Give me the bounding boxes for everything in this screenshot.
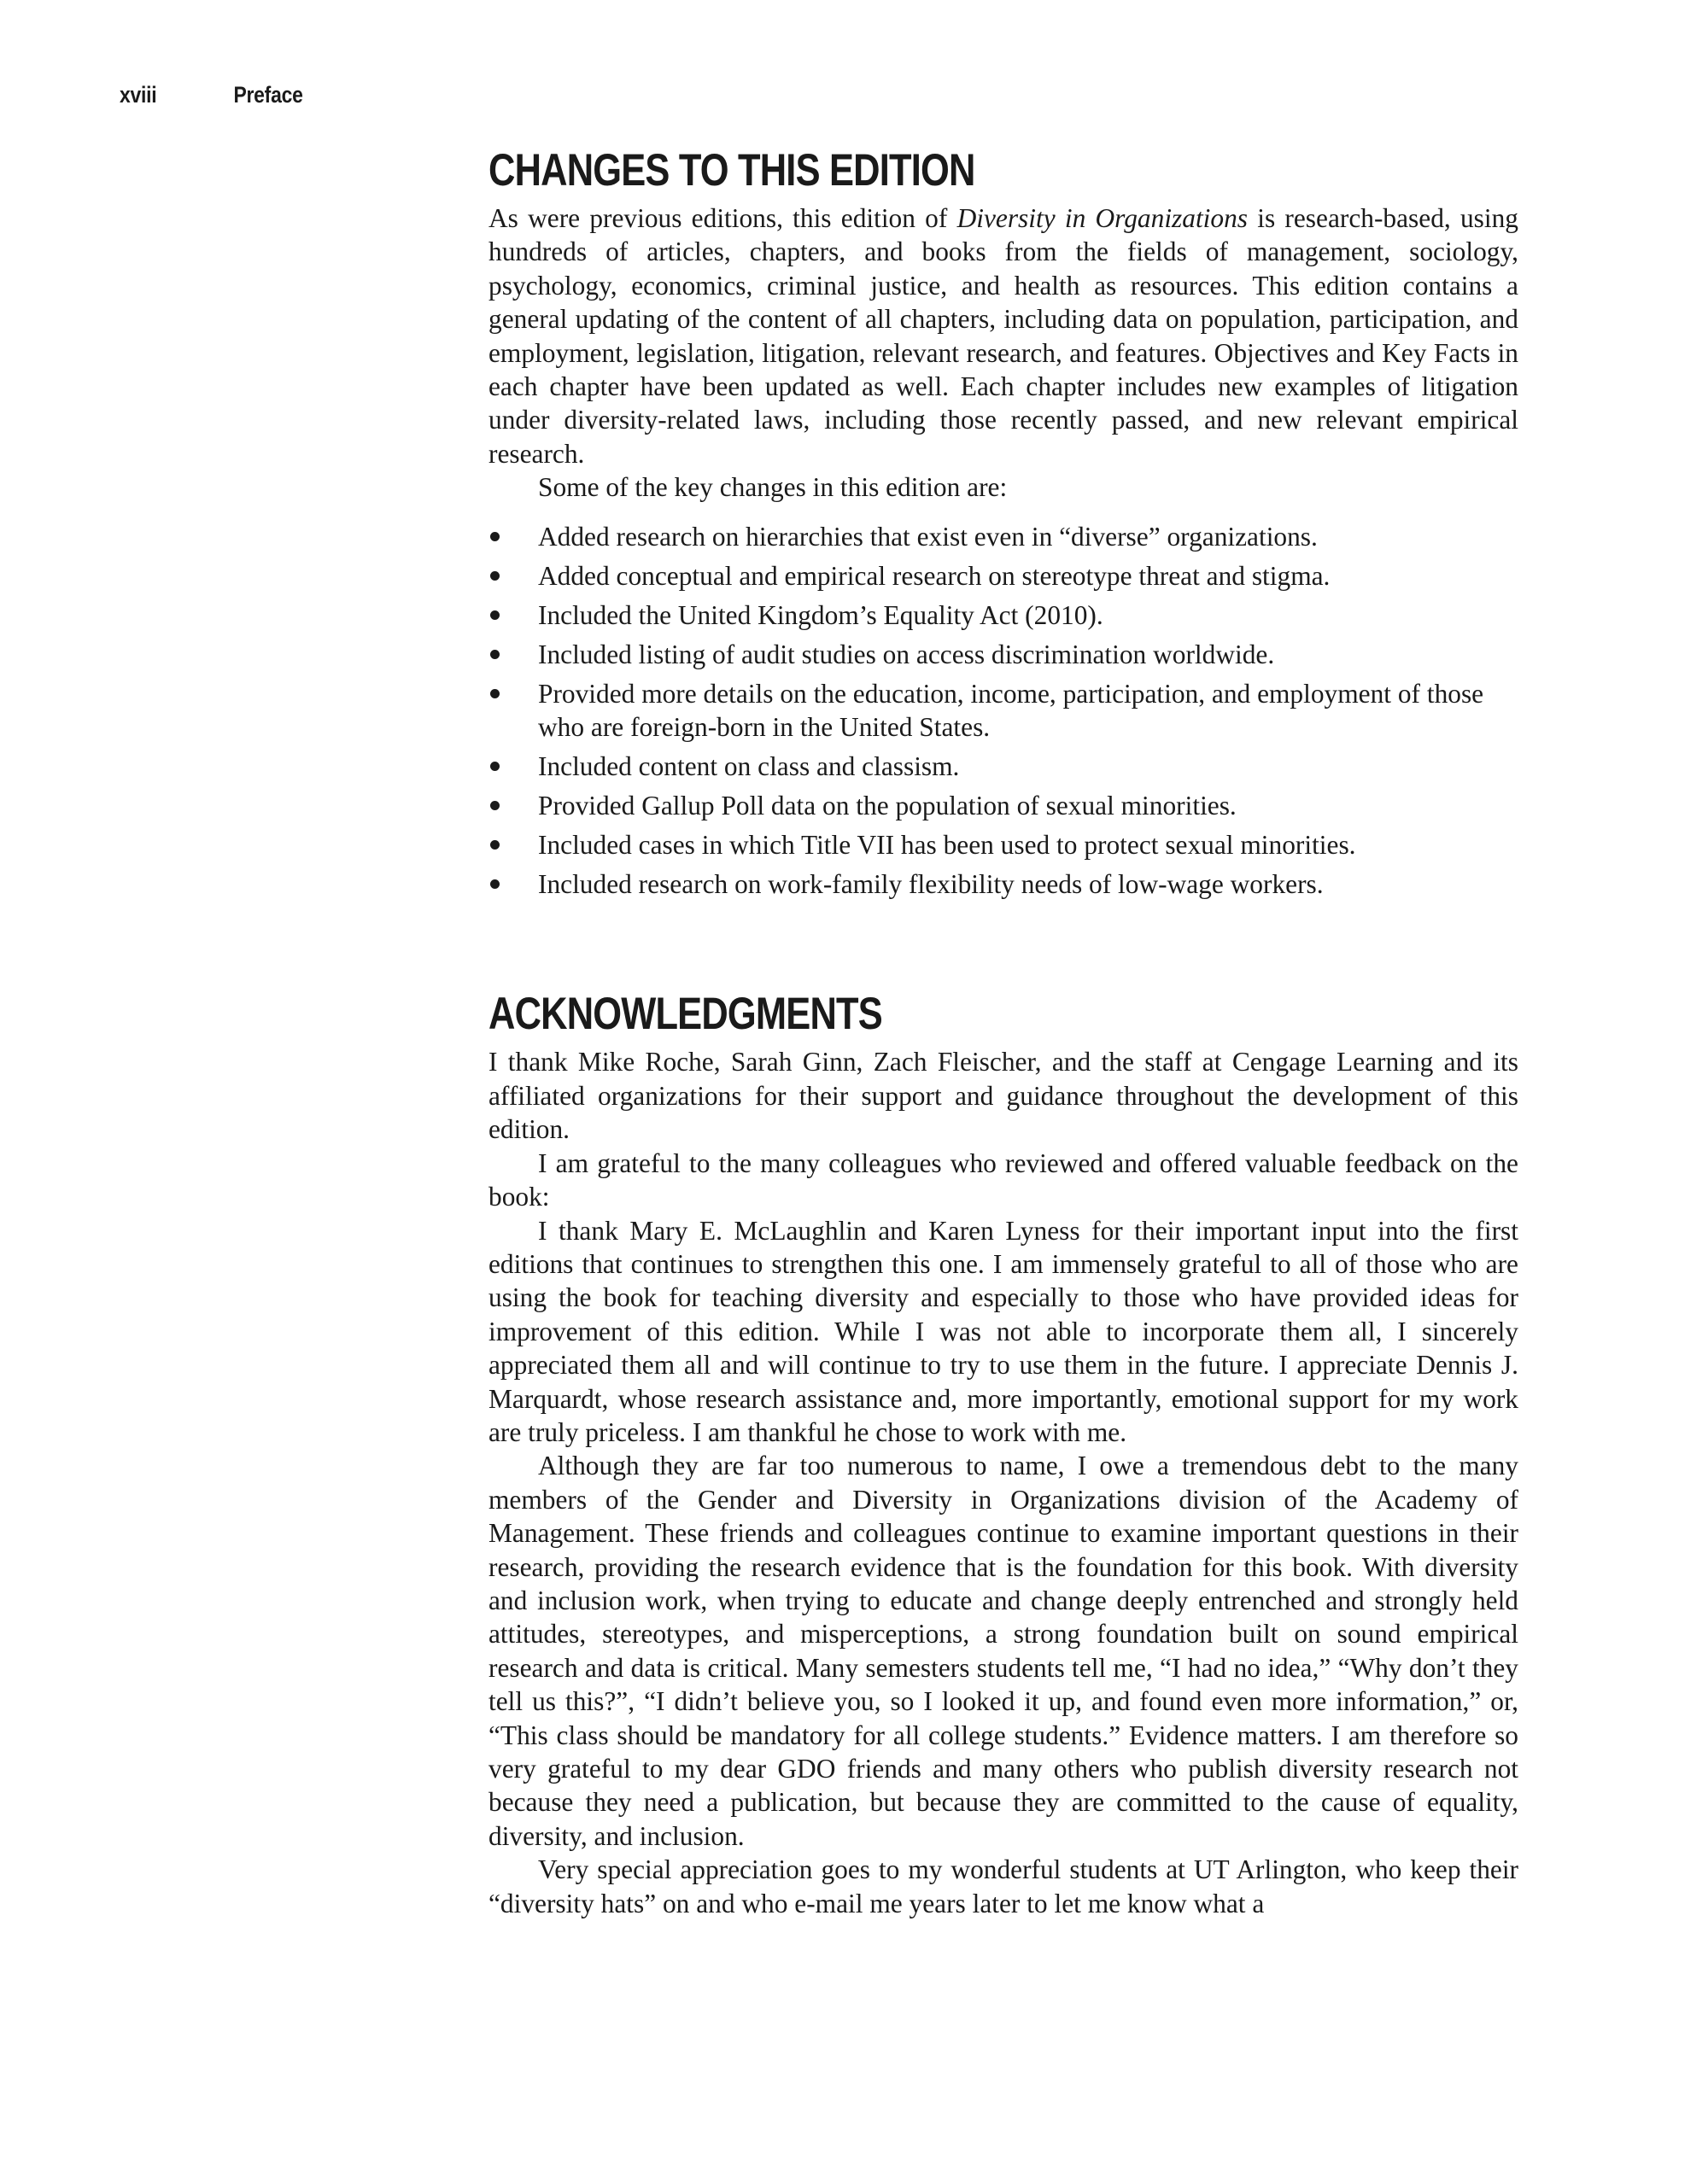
changes-intro-after-title: is research-based, using hundreds of articles, chapters, and books from the fields of management, sociology, psychology, economics, criminal justice, and health as resources. This edition contains a general updating of the content of all chapters, including data on population, participation, and employment, legislation, litigation, relevant research, and features. Objectives and Key Facts in each chapter have been updated as well. Each chapter includes new examples of litigation under diversity-related laws, including those recently passed, and new relevant empirical research. bbox=[488, 203, 1519, 469]
list-item bbox=[488, 559, 1518, 593]
acknowledgments-paragraph: I am grateful to the many colleagues who reviewed and offered valuable feedback on the book: bbox=[488, 1147, 1518, 1212]
running-head-section: Preface bbox=[233, 82, 303, 108]
list-item-text: Added research on hierarchies that exist even in “diverse” organizations. bbox=[538, 521, 1318, 552]
list-item bbox=[488, 599, 1518, 632]
key-changes-list bbox=[488, 520, 1518, 902]
acknowledgments-paragraph: I thank Mike Roche, Sarah Ginn, Zach Fleischer, and the staff at Cengage Learning and its affiliated organizations for their support and guidance throughout the development of this edition. bbox=[488, 1047, 1518, 1145]
list-item-text: Included the United Kingdom’s Equality Act (2010). bbox=[538, 599, 1103, 630]
list-item bbox=[488, 750, 1518, 783]
running-head bbox=[120, 82, 303, 108]
list-item bbox=[488, 789, 1518, 822]
list-item-text: Included cases in which Title VII has been used to protect sexual minorities. bbox=[538, 830, 1356, 861]
bullet-icon bbox=[490, 650, 500, 659]
bullet-icon bbox=[490, 879, 500, 889]
acknowledgments-paragraph: I thank Mary E. McLaughlin and Karen Lyness for their important input into the first editions that continues to strengthen this one. I am immensely grateful to all of those who are using the book for teaching diversity and especially to those who have provided ideas for improvement of this edition. While I was not able to incorporate them all, I sincerely appreciated them all and will continue to try to use them in the future. I appreciate Dennis J. Marquardt, whose research assistance and, more importantly, emotional support for my work are truly priceless. I am thankful he chose to work with me. bbox=[488, 1215, 1518, 1447]
list-item-text: Provided Gallup Poll data on the population of sexual minorities. bbox=[538, 791, 1237, 821]
changes-intro-before-title: As were previous editions, this edition of bbox=[488, 203, 957, 233]
list-item-text: Included content on class and classism. bbox=[538, 751, 960, 782]
acknowledgments-paragraph: Although they are far too numerous to name, I owe a tremendous debt to the many members of the Gender and Diversity in Organizations division of the Academy of Management. These friends and colleagues continue to examine important questions in their research, providing the research evidence that is the foundation for this book. With diversity and inclusion work, when trying to educate and change deeply entrenched and strongly held attitudes, stereotypes, and misperceptions, a strong foundation built on sound empirical research and data is critical. Many semesters students tell me, “I had no idea,” “Why don’t they tell us this?”, “I didn’t believe you, so I looked it up, and found even more information,” or, “This class should be mandatory for all college students.” Evidence matters. I am therefore so very grateful to my dear GDO friends and many others who publish diversity research not because they need a publication, but because they are committed to the cause of equality, diversity, and inclusion. bbox=[488, 1451, 1518, 1851]
list-item bbox=[488, 638, 1518, 671]
changes-heading: CHANGES TO THIS EDITION bbox=[488, 145, 975, 196]
list-item bbox=[488, 828, 1518, 861]
list-item bbox=[488, 520, 1518, 553]
bullet-icon bbox=[490, 571, 500, 581]
list-item bbox=[488, 867, 1518, 901]
bullet-icon bbox=[490, 610, 500, 620]
list-item-text: Provided more details on the education, income, participation, and employment of those who are foreign-born in the United States. bbox=[538, 678, 1484, 743]
acknowledgments-heading: ACKNOWLEDGMENTS bbox=[488, 989, 882, 1040]
acknowledgments-paragraph: Very special appreciation goes to my wonderful students at UT Arlington, who keep their “diversity hats” on and who e-mail me years later to let me know what a bbox=[488, 1854, 1518, 1918]
list-item-text: Included research on work-family flexibility needs of low-wage workers. bbox=[538, 869, 1324, 900]
bullet-icon bbox=[490, 840, 500, 850]
changes-section bbox=[488, 143, 1518, 901]
book-title: Diversity in Organizations bbox=[956, 203, 1249, 233]
changes-intro-paragraph bbox=[488, 201, 1518, 470]
list-item bbox=[488, 677, 1518, 745]
page-content bbox=[488, 143, 1518, 1920]
list-item-text: Included listing of audit studies on access discrimination worldwide. bbox=[538, 639, 1275, 669]
bullet-icon bbox=[490, 689, 500, 698]
bullet-icon bbox=[490, 801, 500, 810]
bullet-icon bbox=[490, 532, 500, 541]
list-item-text: Added conceptual and empirical research on stereotype threat and stigma. bbox=[538, 560, 1331, 591]
changes-lead-in: Some of the key changes in this edition are: bbox=[538, 472, 1008, 503]
bullet-icon bbox=[490, 762, 500, 771]
page-number: xviii bbox=[120, 82, 157, 108]
acknowledgments-section bbox=[488, 987, 1518, 1920]
